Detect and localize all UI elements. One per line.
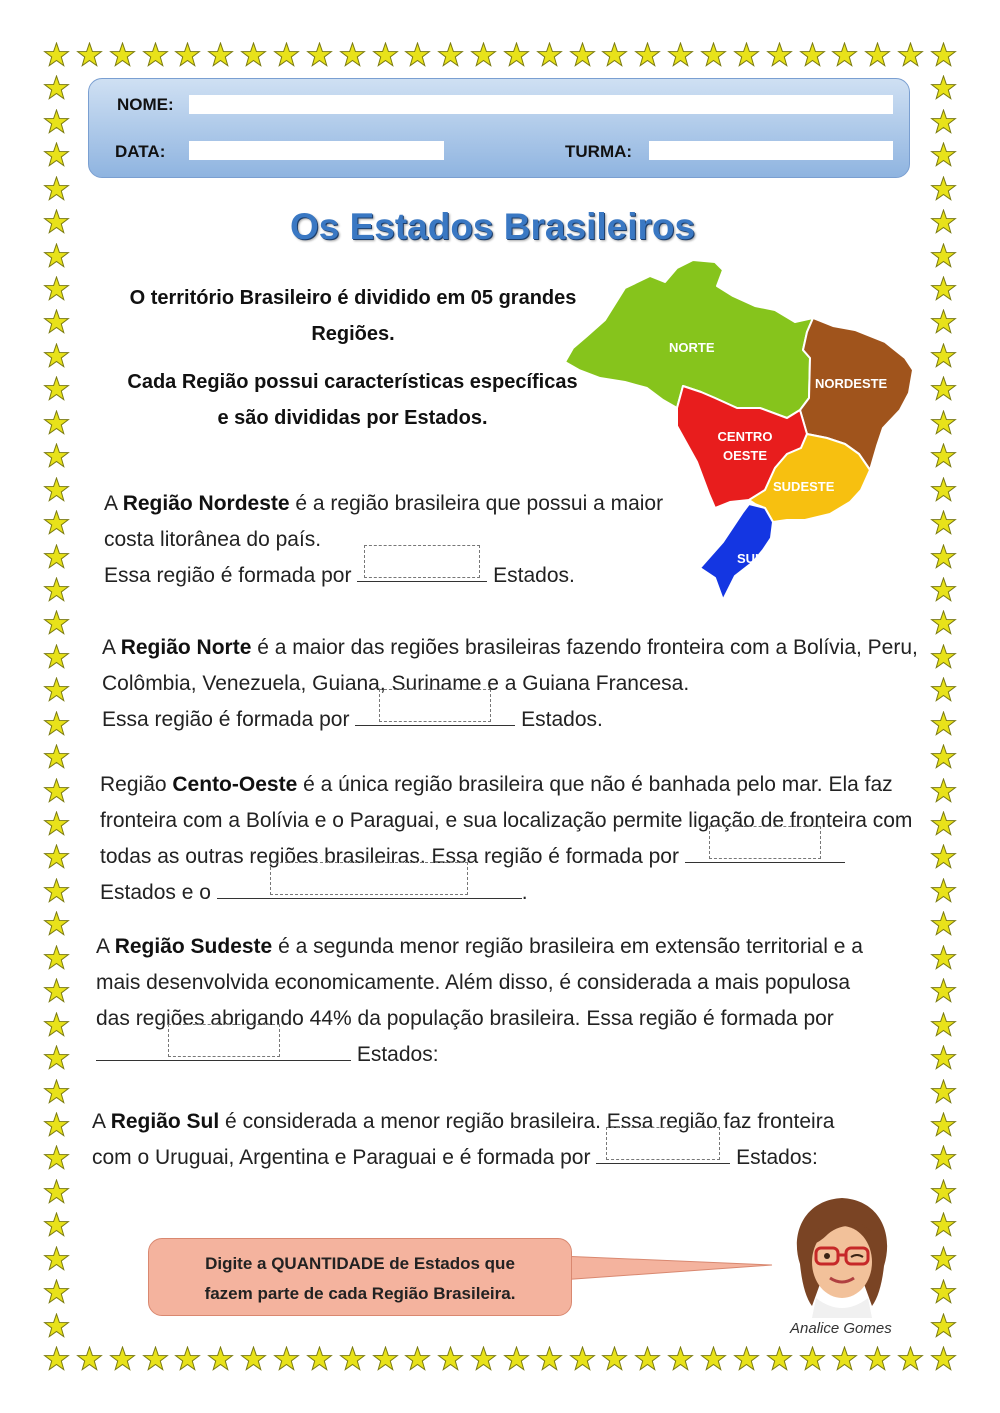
star-icon [667,42,694,69]
star-icon [700,1346,727,1373]
instruction-callout [148,1238,572,1316]
star-icon [43,978,70,1005]
star-icon [569,1346,596,1373]
blank-line [355,703,515,726]
intro-line-1: O território Brasileiro é dividido em 05 grandes Regiões. [129,287,577,345]
map-label-centro: CENTRO [717,429,773,444]
star-icon [43,1045,70,1072]
star-icon [109,1346,136,1373]
star-icon [43,1346,70,1373]
text: Essa região é formada por [104,564,358,587]
star-icon [43,811,70,838]
map-label-sudeste: SUDESTE [773,479,835,494]
star-icon [43,711,70,738]
star-icon [43,1313,70,1340]
text: é a região brasileira que possui a maior costa litorânea do país. [104,492,664,551]
star-icon [43,1145,70,1172]
answer-input-sudeste[interactable] [168,1024,280,1057]
map-label-sul: SUL [737,551,763,566]
star-icon [930,343,957,370]
star-icon [930,1079,957,1106]
map-label-norte: NORTE [669,340,715,355]
star-icon [339,42,366,69]
star-icon [503,42,530,69]
star-icon [930,176,957,203]
star-icon [766,1346,793,1373]
star-icon [43,410,70,437]
star-icon [43,878,70,905]
star-icon [930,1145,957,1172]
text: Essa região é formada por [102,708,356,731]
star-icon [76,42,103,69]
star-icon [43,577,70,604]
region-name-centro-oeste: Cento-Oeste [172,773,298,796]
class-field[interactable] [649,141,893,160]
text: é considerada a menor região brasileira. Essa região faz fronteira com o Uruguai, Argentina e Paraguai e é formada por [92,1110,835,1169]
blank-line [96,1038,351,1061]
star-icon [897,42,924,69]
star-icon [43,276,70,303]
text: Região [100,773,173,796]
star-icon [930,410,957,437]
star-icon [174,42,201,69]
star-icon [43,844,70,871]
student-info-box [88,78,910,178]
star-icon [766,42,793,69]
star-icon [930,477,957,504]
blank-line [596,1141,730,1164]
star-icon [43,1246,70,1273]
star-icon [306,1346,333,1373]
star-icon [43,911,70,938]
text: A [102,636,121,659]
star-icon [470,42,497,69]
star-icon [930,544,957,571]
star-icon [930,1179,957,1206]
map-label-nordeste: NORDESTE [815,376,888,391]
star-icon [273,1346,300,1373]
star-icon [437,1346,464,1373]
author-avatar [786,1194,898,1318]
star-icon [930,443,957,470]
name-field[interactable] [189,95,893,114]
star-icon [43,309,70,336]
star-icon [43,1212,70,1239]
star-icon [43,376,70,403]
star-icon [43,1179,70,1206]
star-icon [799,1346,826,1373]
star-icon [43,677,70,704]
star-icon [43,510,70,537]
star-icon [634,42,661,69]
star-icon [404,1346,431,1373]
star-icon [930,75,957,102]
text: é a segunda menor região brasileira em extensão territorial e a mais desenvolvida economicamente. Além disso, é considerada a mais populosa das regiões abrigando 44% da população brasileira. Essa região é formada por [96,935,863,1030]
star-icon [930,276,957,303]
star-icon [930,577,957,604]
star-icon [930,978,957,1005]
star-icon [930,844,957,871]
star-icon [930,644,957,671]
answer-input-norte[interactable] [379,689,491,722]
text: é a maior das regiões brasileiras fazendo fronteira com a Bolívia, Peru, Colômbia, Venezuela, Guiana, Suriname e a Guiana Francesa. [102,636,918,695]
star-icon [930,911,957,938]
region-name-sudeste: Região Sudeste [114,935,273,958]
region-name-norte: Região Norte [120,636,252,659]
star-icon [43,75,70,102]
star-icon [142,1346,169,1373]
star-icon [503,1346,530,1373]
text: Estados: [730,1146,818,1169]
star-icon [930,1346,957,1373]
star-icon [930,42,957,69]
paragraph-nordeste [104,486,684,594]
star-icon [634,1346,661,1373]
text: é a única região brasileira que não é banhada pelo mar. Ela faz fronteira com a Bolívia e o Paraguai, e sua localização permite ligação de fronteira com todas as outras regiões brasileiras. Essa região é formada por [100,773,913,868]
blank-line [357,559,487,582]
star-icon [43,1012,70,1039]
star-icon [601,42,628,69]
text: . [521,881,528,904]
date-field[interactable] [189,141,444,160]
star-icon [372,1346,399,1373]
star-icon [930,1045,957,1072]
name-label: NOME: [117,95,174,114]
star-icon [174,1346,201,1373]
paragraph-sudeste [96,929,886,1073]
star-icon [339,1346,366,1373]
answer-input-centro-oeste[interactable] [709,826,821,859]
star-icon [207,42,234,69]
star-icon [43,744,70,771]
star-icon [43,945,70,972]
star-icon [930,309,957,336]
star-icon [930,945,957,972]
text: Estados: [351,1043,439,1066]
class-label: TURMA: [565,142,633,161]
page-title: Os Estados Brasileiros [289,206,696,247]
answer-input-nordeste[interactable] [364,545,480,578]
star-icon [799,42,826,69]
star-icon [43,644,70,671]
star-icon [930,778,957,805]
star-icon [569,42,596,69]
star-icon [43,1279,70,1306]
star-icon [864,42,891,69]
callout-line-1: Digite a QUANTIDADE de Estados que [205,1254,515,1273]
star-icon [43,610,70,637]
text: A [96,935,115,958]
star-icon [930,744,957,771]
star-icon [43,544,70,571]
star-icon [43,109,70,136]
star-icon [240,42,267,69]
star-icon [470,1346,497,1373]
star-icon [930,610,957,637]
text: Estados. [515,708,603,731]
star-icon [43,443,70,470]
star-icon [43,176,70,203]
star-icon [601,1346,628,1373]
star-icon [930,677,957,704]
star-icon [306,42,333,69]
star-icon [142,42,169,69]
star-icon [536,42,563,69]
star-icon [930,142,957,169]
star-icon [930,811,957,838]
star-icon [76,1346,103,1373]
star-icon [831,1346,858,1373]
star-icon [437,42,464,69]
star-icon [43,343,70,370]
star-icon [207,1346,234,1373]
star-icon [43,477,70,504]
star-icon [930,1012,957,1039]
paragraph-centro-oeste [100,767,925,911]
star-icon [733,42,760,69]
star-icon [273,42,300,69]
star-icon [733,1346,760,1373]
star-icon [43,142,70,169]
star-icon [43,1112,70,1139]
star-icon [930,711,957,738]
star-icon [372,42,399,69]
region-name-sul: Região Sul [110,1110,220,1133]
star-icon [831,42,858,69]
star-icon [536,1346,563,1373]
paragraph-norte [102,630,932,738]
star-icon [109,42,136,69]
text: A [92,1110,111,1133]
star-icon [930,1112,957,1139]
paragraph-sul [92,1104,862,1176]
author-name: Analice Gomes [790,1320,892,1337]
star-icon [930,1279,957,1306]
star-icon [930,109,957,136]
star-icon [700,42,727,69]
star-icon [404,42,431,69]
blank-line [685,840,845,863]
star-icon [930,510,957,537]
region-name-nordeste: Região Nordeste [122,492,290,515]
star-icon [43,1079,70,1106]
star-icon [930,1313,957,1340]
star-icon [930,376,957,403]
star-icon [897,1346,924,1373]
text: Estados. [487,564,575,587]
star-icon [864,1346,891,1373]
blank-line [217,876,522,899]
star-icon [240,1346,267,1373]
star-icon [43,42,70,69]
answer-input-sul[interactable] [606,1127,720,1160]
star-icon [667,1346,694,1373]
star-icon [43,778,70,805]
callout-pointer [560,1250,775,1290]
date-label: DATA: [115,142,166,161]
answer-input-distrito[interactable] [270,862,468,895]
star-icon [930,878,957,905]
star-icon [930,1246,957,1273]
text: A [104,492,123,515]
map-label-oeste: OESTE [722,448,768,463]
intro-line-2: Cada Região possui características específicas e são divididas por Estados. [127,371,578,429]
star-icon [930,1212,957,1239]
text: Estados e o [100,881,217,904]
callout-line-2: fazem parte de cada Região Brasileira. [204,1284,516,1303]
